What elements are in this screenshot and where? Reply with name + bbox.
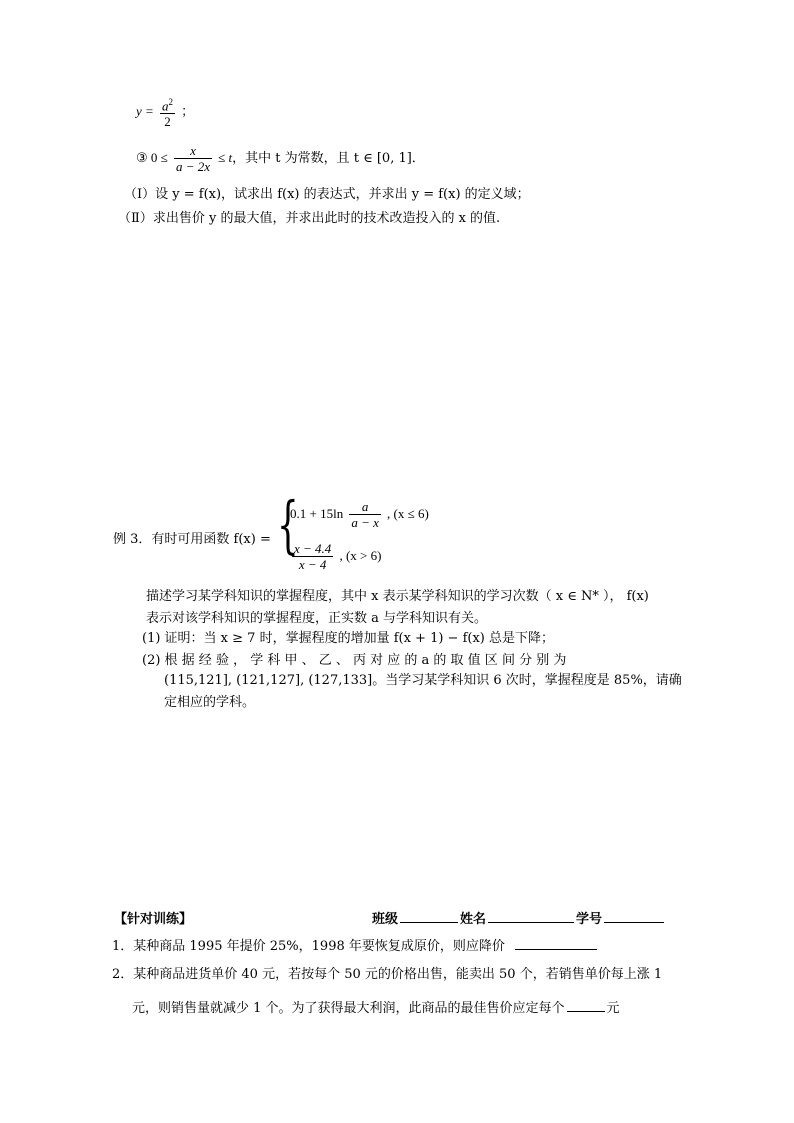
training-q2-line-1: 2．某种商品进货单价 40 元，若按每个 50 元的价格出售，能卖出 50 个，若销售单价每上涨 1 [112,967,663,982]
question-2: （Ⅱ）求出售价 y 的最大值，并求出此时的技术改造投入的 x 的值. [118,211,501,226]
ex3-line-1: 描述学习某学科知识的掌握程度，其中 x 表示某学科知识的学习次数（ x ∈ N* ）， f(x) [146,589,649,604]
example-3-label: 例 3．有时可用函数 f(x) = [113,532,271,547]
training-q2-line-2 [132,997,620,1016]
training-q1-text: 1．某种商品 1995 年提价 25%，1998 年要恢复成原价，则应降价 [112,939,505,954]
training-q2-answer[interactable] [567,1010,605,1012]
piecewise-case-1 [290,499,429,530]
cond-numerator: x [174,143,212,159]
eq-y-tail: ； [181,104,195,120]
piecewise-case-2 [290,541,381,572]
id-field[interactable] [604,921,664,923]
eq-y-numerator: $a^2$ [161,97,173,114]
equation-y [136,95,194,129]
ex3-line-2: 表示对该学科知识的掌握程度，正实数 a 与学科知识有关。 [146,611,488,626]
eq-y-denominator: 2 [164,114,171,130]
piecewise-brace: { [277,488,299,561]
case2-denominator: x − 4 [298,557,327,572]
condition-3 [136,143,425,174]
name-field[interactable] [488,921,574,923]
class-label: 班级 [372,912,399,927]
cond-denominator: a − 2x [175,159,210,174]
question-1: （Ⅰ）设 y = f(x)，试求出 f(x) 的表达式，并求出 y = f(x) 的定义域； [124,187,530,202]
training-heading: 【针对训练】 [114,912,193,927]
name-label: 姓名 [460,912,487,927]
training-q2-unit: 元 [606,1001,620,1016]
case2-numerator: x − 4.4 [294,541,332,556]
eq-y-fraction [160,95,175,129]
id-label: 学号 [576,912,603,927]
ex3-part-2-line-3: 定相应的学科。 [164,695,256,710]
ex3-part-2-line-1: (2) 根 据 经 验 ， 学 科 甲 、 乙 、 丙 对 应 的 a 的 取 值 区 间 分 别 为 [142,653,567,668]
case1-denominator: a − x [351,515,379,530]
training-q1 [112,935,599,954]
cond-text: ，其中 t 为常数，且 t ∈ [0, 1]． [232,151,425,166]
cond-fraction [174,143,212,174]
training-q1-answer[interactable] [515,948,597,950]
cond-tail: ≤ t [218,150,233,165]
ex3-part-2-line-2: (115,121], (121,127], (127,133]。当学习某学科知识 6 次时，掌握程度是 85%，请确 [164,673,682,688]
case1-numerator: a [349,499,381,515]
class-field[interactable] [400,921,458,923]
case1-tail: , (x ≤ 6) [387,506,429,521]
case1-prefix: 0.1 + 15ln [290,506,344,521]
eq-y-lhs: y = [136,103,154,119]
ex3-part-1: (1) 证明：当 x ≥ 7 时，掌握程度的增加量 f(x + 1) − f(x) 总是下降； [142,631,554,646]
case2-fraction [292,541,333,572]
case2-tail: , (x > 6) [339,548,382,563]
student-info [372,908,666,927]
case1-fraction [349,499,381,530]
cond-prefix: ③ 0 ≤ [136,150,168,165]
training-q2-text: 元，则销售量就减少 1 个。为了获得最大利润，此商品的最佳售价应定每个 [132,1001,565,1016]
